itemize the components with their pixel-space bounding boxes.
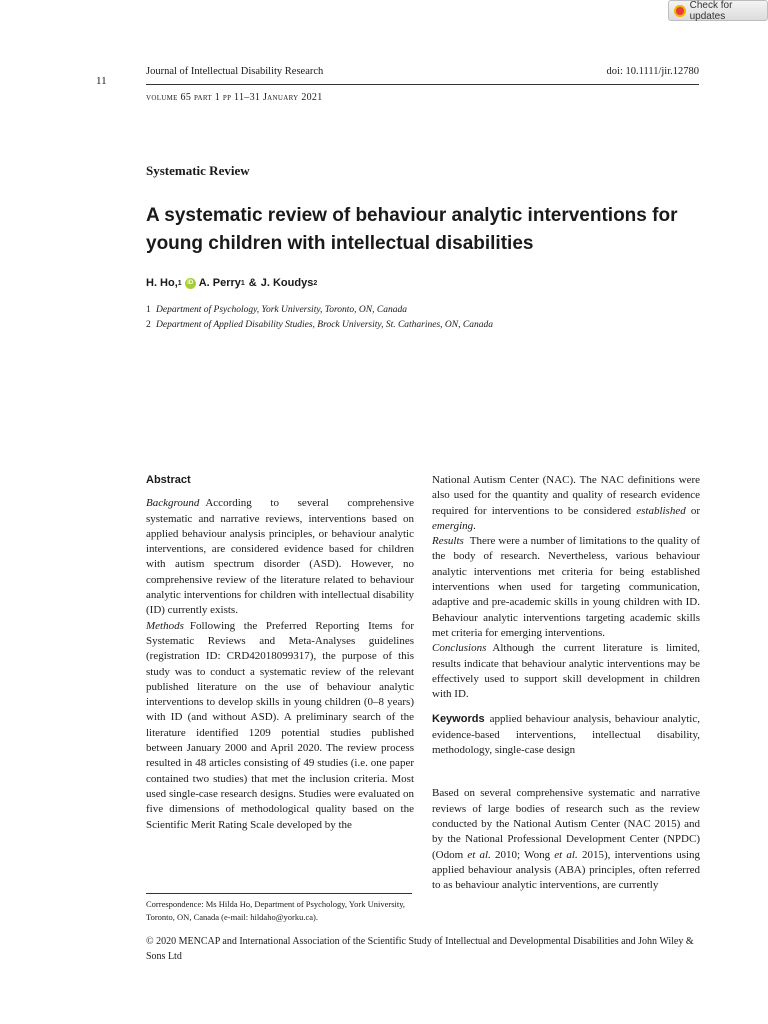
author-name: J. Koudys <box>260 277 314 289</box>
affil-marker: 1 <box>240 279 245 287</box>
spacer <box>432 702 700 712</box>
article-title: A systematic review of behaviour analytic interventions for young children with intellectual disabilities <box>146 205 678 254</box>
page-number: 11 <box>96 75 107 87</box>
journal-name: Journal of Intellectual Disability Research <box>146 66 324 77</box>
sentence-end: . <box>473 519 476 532</box>
affiliation-text: Department of Psychology, York University, Toronto, ON, Canada <box>156 305 407 315</box>
intro-text: Based on several comprehensive systematic and narrative reviews of large bodies of research such as the review conducted by the National Autism Center (NAC 2015) and by the National Professional Development Center (NPDC) (Odom <box>432 787 700 861</box>
background-text: According to several comprehensive systematic and narrative reviews, interventions based on applied behaviour analysis principles, or behaviour analytic interventions, are considered evidence based for children with autism spectrum disorder (ASD). However, no comprehensive review of the literature related to behaviour analytic interventions for children with intellectual disability (ID) currently exists. <box>146 497 414 617</box>
et-al: et al. <box>467 848 491 861</box>
affiliation <box>146 320 493 330</box>
abstract-heading: Abstract <box>146 474 191 486</box>
abstract-right-column <box>432 473 700 893</box>
author-list <box>146 277 317 289</box>
check-for-updates-button[interactable] <box>668 0 768 21</box>
volume-info: volume 65 part 1 pp 11–31 January 2021 <box>146 92 323 103</box>
author-name: H. Ho, <box>146 277 178 289</box>
affiliation-text: Department of Applied Disability Studies, Brock University, St. Catharines, ON, Canada <box>156 320 493 330</box>
abstract-conclusions <box>432 641 700 702</box>
methods-continued-text: National Autism Center (NAC). The NAC definitions were also used for the quantity and quality of research evidence required for interventions to be considered <box>432 474 700 517</box>
term-established: established <box>636 504 686 517</box>
affil-marker: 1 <box>177 279 182 287</box>
results-text: There were a number of limitations to the quality of the body of research. Nevertheless, various behaviour analytic interventions met criteria for being established interventions when used for targeting communication, adaptive and pre-academic skills in young children with ID. Behaviour analytic interventions targeting academic skills met criteria for emerging interventions. <box>432 535 700 639</box>
intro-text: 2010; Wong <box>495 848 551 861</box>
badge-label: Check for updates <box>689 0 733 22</box>
abstract-results <box>432 534 700 641</box>
intro-text: 2015), interventions using applied behaviour analysis (ABA) principles, often referred to as behaviour analytic interventions, are currently <box>432 848 701 892</box>
results-label: Results <box>432 535 464 548</box>
conjunction: or <box>690 504 701 517</box>
abstract-methods <box>146 619 414 833</box>
keywords-label: Keywords <box>432 713 485 726</box>
author-separator: & <box>248 277 257 289</box>
keywords-text: applied behaviour analysis, behaviour analytic, evidence-based interventions, intellectual disability, methodology, single-case design <box>432 713 700 757</box>
keywords <box>432 712 700 758</box>
abstract-methods-continued <box>432 473 700 534</box>
orcid-icon[interactable]: iD <box>185 278 196 289</box>
doi: doi: 10.1111/jir.12780 <box>606 66 699 77</box>
affiliation <box>146 305 407 315</box>
background-label: Background <box>146 497 200 510</box>
article-type: Systematic Review <box>146 163 250 178</box>
header-rule <box>146 84 699 85</box>
spacer <box>432 758 700 786</box>
affiliation-number: 1 <box>146 305 151 315</box>
crossmark-icon <box>674 5 686 17</box>
et-al: et al. <box>554 848 578 861</box>
affil-marker: 2 <box>313 279 318 287</box>
conclusions-text: Although the current literature is limited, results indicate that behaviour analytic interventions may be effectively used to support skill development in children with ID. <box>432 642 700 701</box>
author-name: A. Perry <box>198 277 241 289</box>
conclusions-label: Conclusions <box>432 642 487 655</box>
term-emerging: emerging <box>432 519 474 532</box>
copyright-line: © 2020 MENCAP and International Association of the Scientific Study of Intellectual and Developmental Disabilities and John Wiley & Sons Ltd <box>146 936 694 962</box>
intro-paragraph <box>432 786 700 893</box>
affiliation-number: 2 <box>146 320 151 330</box>
abstract-left-column <box>146 473 414 833</box>
abstract-background <box>146 496 414 618</box>
methods-label: Methods <box>146 619 184 632</box>
methods-text: Following the Preferred Reporting Items for Systematic Reviews and Meta-Analyses guidelines (registration ID: CRD42018099317), the purpose of this study was to conduct a systematic review of the relevant published literature on the use of behaviour analytic interventions to develop skills in young children (0–8 years) with ID (and without ASD). A preliminary search of the literature identified 1209 potential studies published between January 2000 and April 2020. The review process resulted in 48 articles consisting of 49 studies (i.e. one paper contained two studies) that met the inclusion criteria. Most used single-case research designs. Studies were evaluated on five dimensions of methodological quality based on the Scientific Merit Rating Scale developed by the <box>146 619 414 831</box>
correspondence-note: Correspondence: Ms Hilda Ho, Department of Psychology, York University, Toronto, ON, Canada (e-mail: hildaho@yorku.ca). <box>146 899 406 922</box>
footnote-rule <box>146 893 412 894</box>
